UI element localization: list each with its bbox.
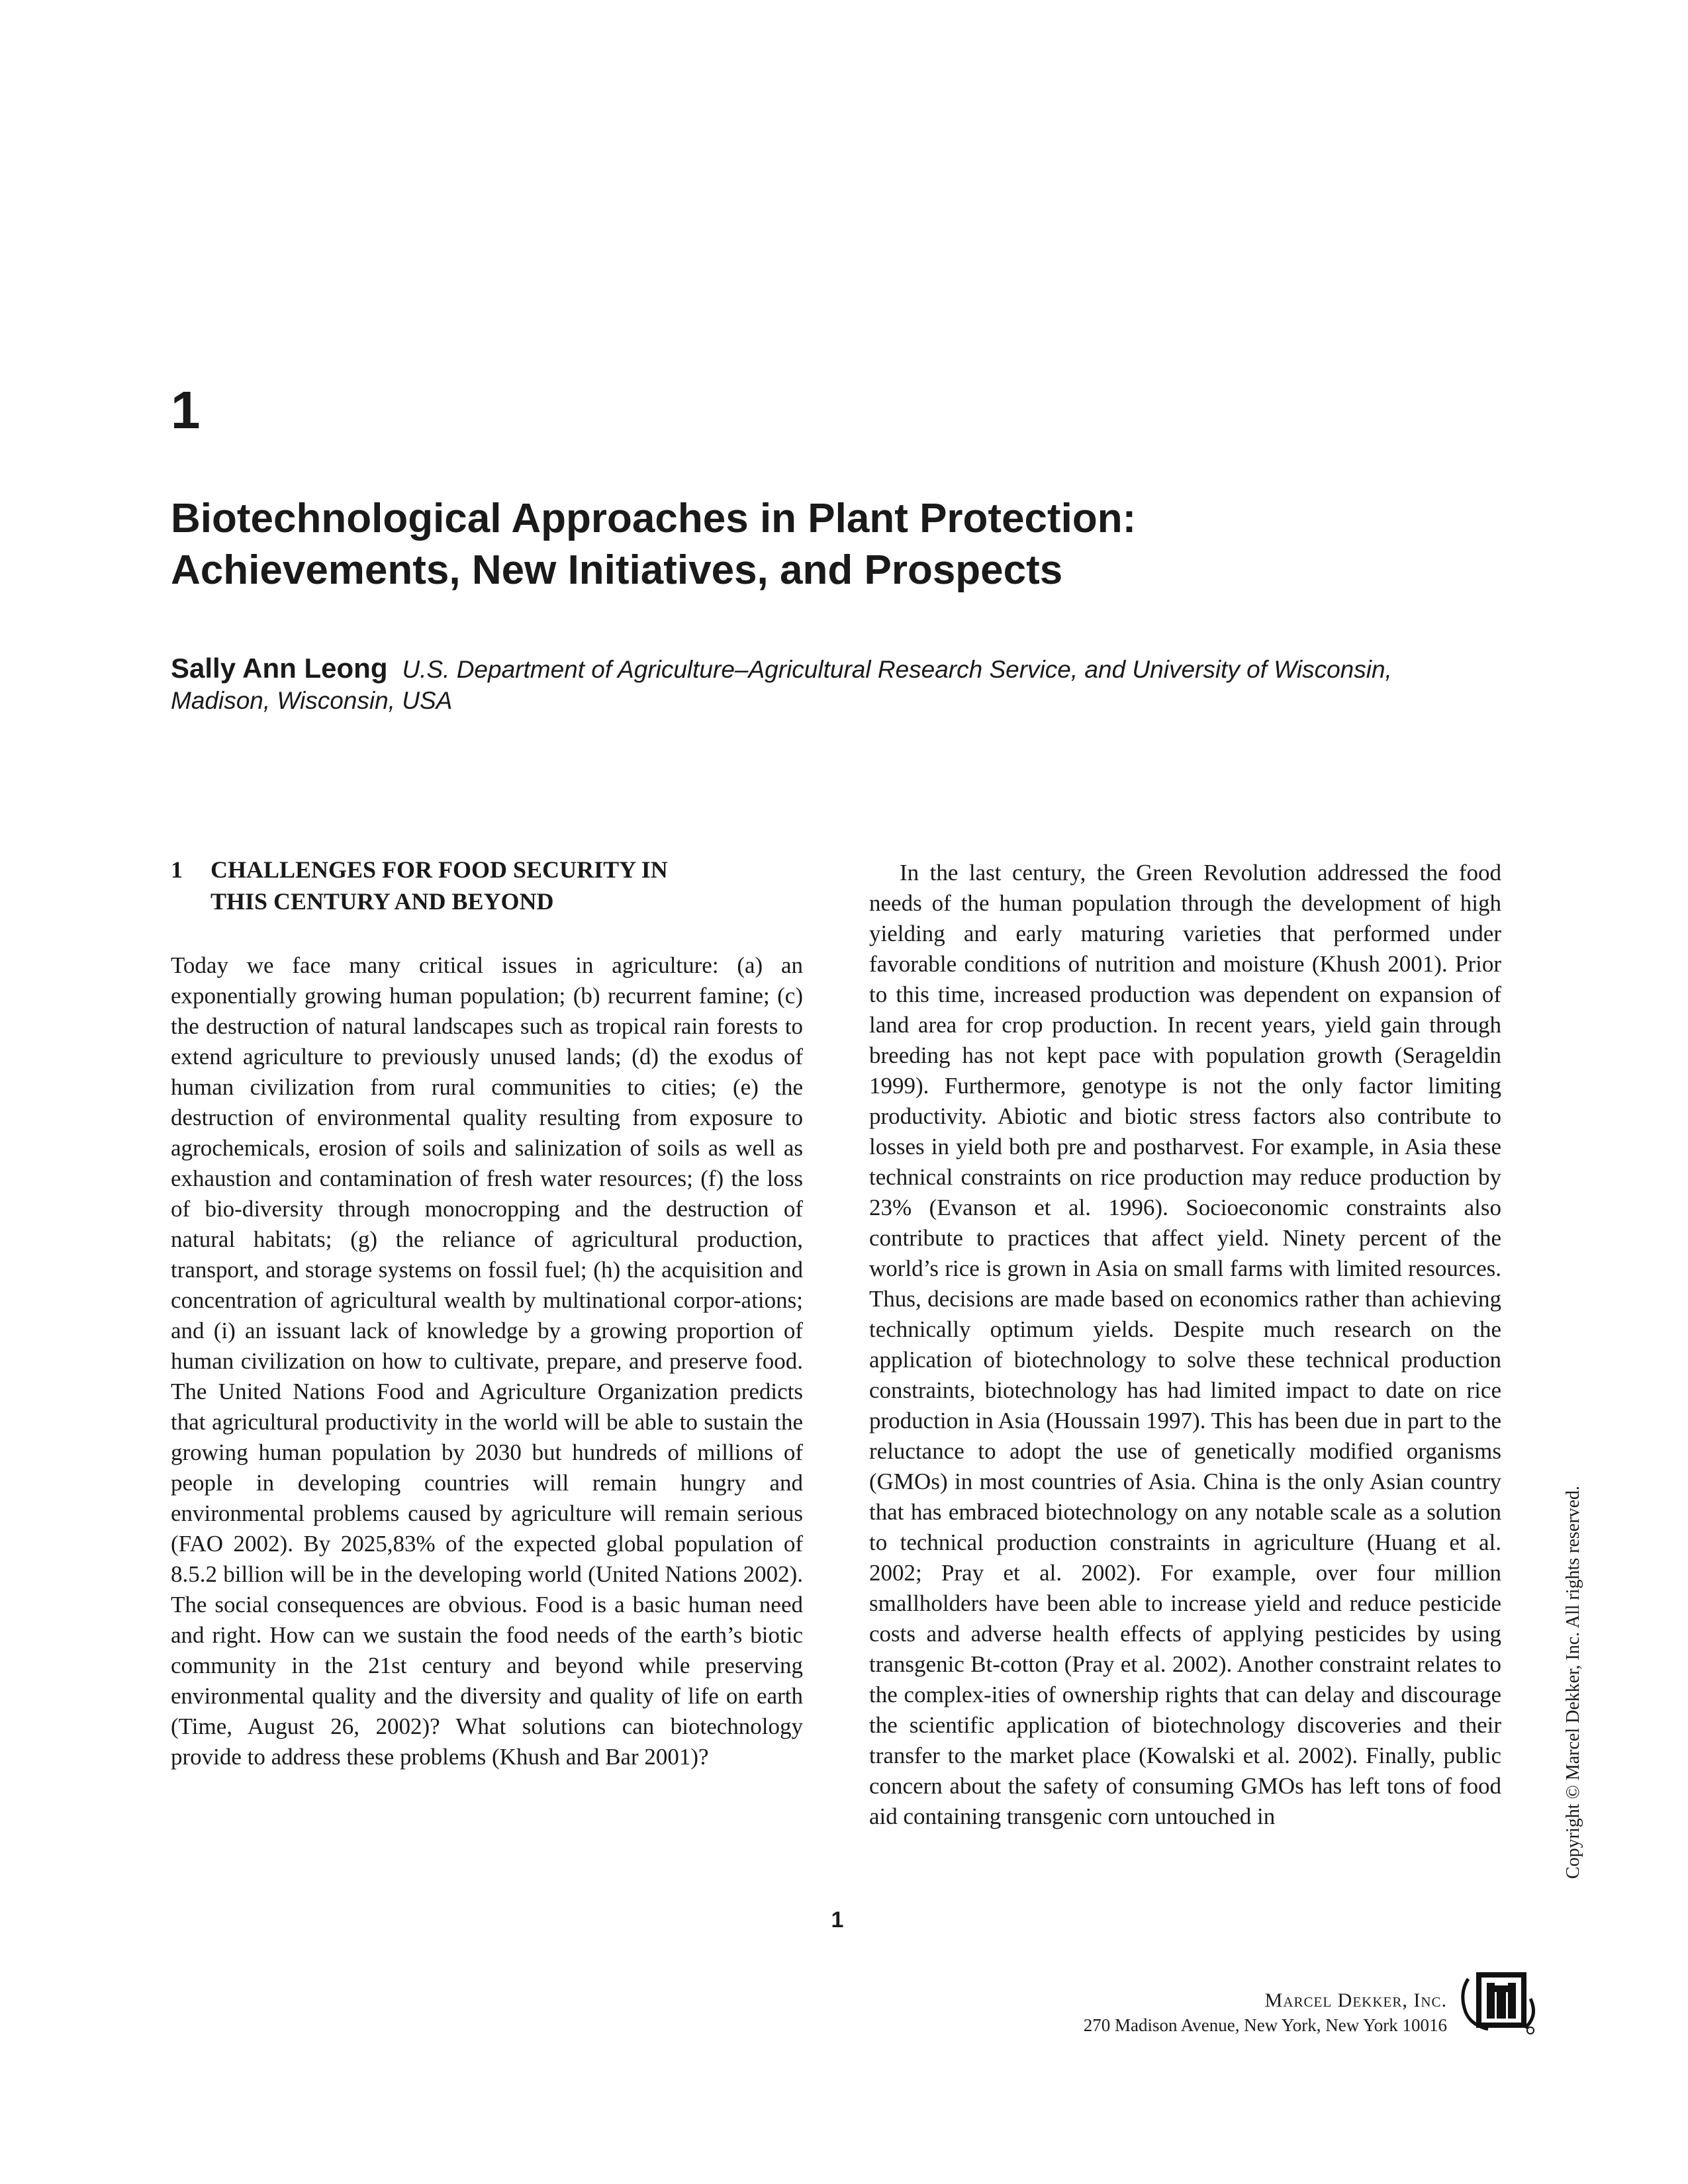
copyright-notice: Copyright © Marcel Dekker, Inc. All rights reserved.: [1563, 1486, 1583, 1879]
publisher-address: 270 Madison Avenue, New York, New York 10016: [1083, 2015, 1447, 2035]
section-title: [211, 854, 668, 917]
section-heading: [171, 854, 803, 917]
publisher-logo-icon: [1456, 1959, 1542, 2038]
body-paragraph: Today we face many critical issues in agriculture: (a) an exponentially growing human population; (b) recurrent famine; (c) the destruction of natural landscapes such as tropical rain forests to extend agriculture to previously unused lands; (d) the exodus of human civilization from rural communities to cities; (e) the destruction of environmental quality resulting from exposure to agrochemicals, erosion of soils and salinization of soils as well as exhaustion and contamination of fresh water resources; (f) the loss of bio-diversity through monocropping and the destruction of natural habitats; (g) the reliance of agricultural production, transport, and storage systems on fossil fuel; (h) the acquisition and concentration of agricultural wealth by multinational corpor-ations; and (i) an issuant lack of knowledge by a growing proportion of human civilization on how to cultivate, prepare, and preserve food. The United Nations Food and Agriculture Organization predicts that agricultural productivity in the world will be able to sustain the growing human population by 2030 but hundreds of millions of people in developing countries will remain hungry and environmental problems caused by agriculture will remain serious (FAO 2002). By 2025,83% of the expected global population of 8.5.2 billion will be in the developing world (United Nations 2002). The social consequences are obvious. Food is a basic human need and right. How can we sustain the food needs of the earth’s biotic community in the 21st century and beyond while preserving environmental quality and the diversity and quality of life on earth (Time, August 26, 2002)? What solutions can biotechnology provide to address these problems (Khush and Bar 2001)?: [171, 952, 803, 1770]
chapter-title-line: Achievements, New Initiatives, and Prospects: [171, 547, 1063, 593]
left-column: [171, 854, 803, 1772]
author-block: [171, 653, 1495, 716]
chapter-title: [171, 493, 1495, 596]
right-column: [869, 858, 1501, 1832]
publisher-name: Marcel Dekker, Inc.: [1264, 1989, 1447, 2011]
publisher-block: [1084, 1988, 1447, 2037]
section-title-line: THIS CENTURY AND BEYOND: [211, 888, 554, 915]
body-paragraph: In the last century, the Green Revolution addressed the food needs of the human population through the development of high yielding and early maturing varieties that performed under favorable conditions of nutrition and moisture (Khush 2001). Prior to this time, increased production was dependent on expansion of land area for crop production. In recent years, yield gain through breeding has not kept pace with population growth (Serageldin 1999). Furthermore, genotype is not the only factor limiting productivity. Abiotic and biotic stress factors also contribute to losses in yield both pre and postharvest. For example, in Asia these technical constraints on rice production may reduce production by 23% (Evanson et al. 1996). Socioeconomic constraints also contribute to practices that affect yield. Ninety percent of the world’s rice is grown in Asia on small farms with limited resources. Thus, decisions are made based on economics rather than achieving technically optimum yields. Despite much research on the application of biotechnology to solve these technical production constraints, biotechnology has had limited impact to date on rice production in Asia (Houssain 1997). This has been due in part to the reluctance to adopt the use of genetically modified organisms (GMOs) in most countries of Asia. China is the only Asian country that has embraced biotechnology on any notable scale as a solution to technical production constraints in agriculture (Huang et al. 2002; Pray et al. 2002). For example, over four million smallholders have been able to increase yield and reduce pesticide costs and adverse health effects of applying pesticides by using transgenic Bt-cotton (Pray et al. 2002). Another constraint relates to the complex-ities of ownership rights that can delay and discourage the scientific application of biotechnology discoveries and their transfer to the market place (Kowalski et al. 2002). Finally, public concern about the safety of consuming GMOs has left tons of food aid containing transgenic corn untouched in: [869, 860, 1501, 1829]
author-name: Sally Ann Leong: [171, 653, 388, 684]
author-affiliation: U.S. Department of Agriculture–Agricultural Research Service, and University of Wisconsin, Madison, Wisconsin, USA: [171, 656, 1392, 714]
page-number: 1: [831, 1907, 844, 1933]
section-title-line: CHALLENGES FOR FOOD SECURITY IN: [211, 856, 668, 883]
section-number: 1: [171, 856, 183, 883]
chapter-number: 1: [171, 381, 201, 439]
chapter-title-line: Biotechnological Approaches in Plant Protection:: [171, 496, 1137, 541]
